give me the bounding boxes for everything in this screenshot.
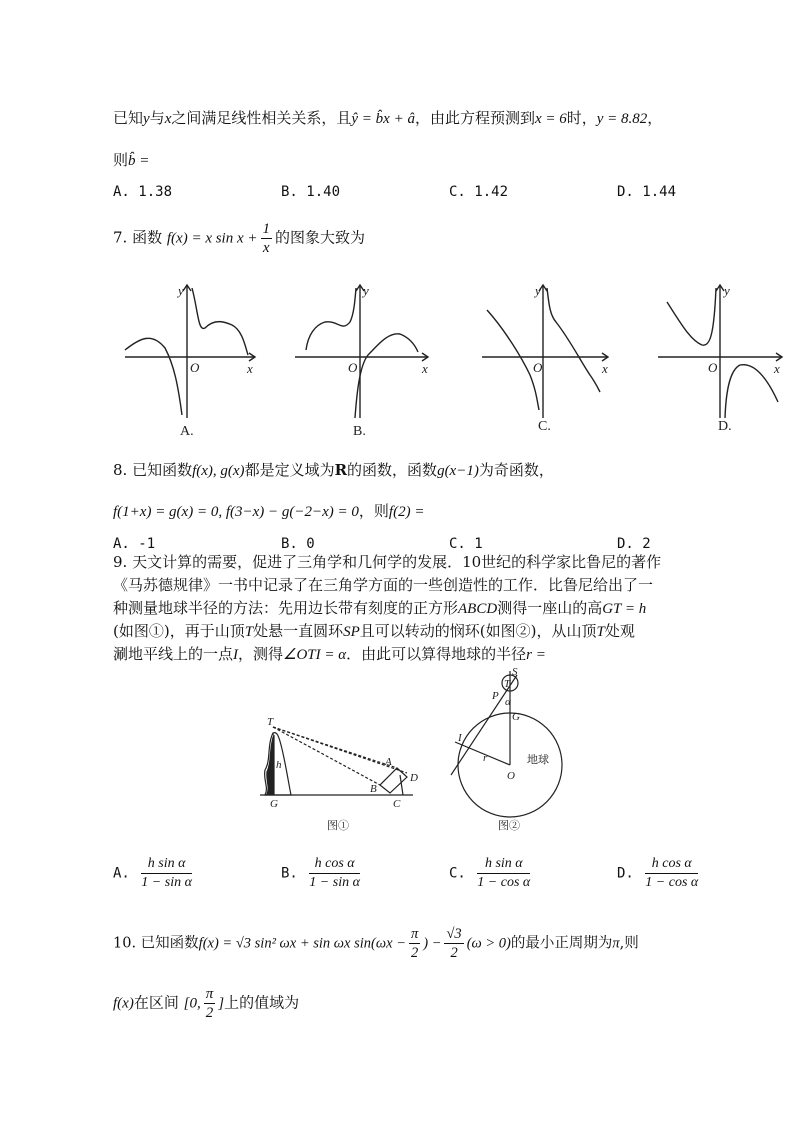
graph-a-label: A. — [180, 424, 194, 439]
q10-root3-num: √3 — [446, 926, 462, 942]
q10-prefix: 10. 已知函数 — [113, 935, 199, 952]
q6-text: 之间满足线性相关关系，且 — [171, 109, 352, 127]
q10-pi-den: 2 — [410, 945, 419, 961]
q9-point-t: T — [244, 624, 254, 640]
fig2-label-i: I — [458, 732, 462, 744]
q9-option-a-den: 1 − sin α — [141, 875, 192, 890]
q8-prefix: 8. 已知函数 — [113, 461, 193, 479]
q8-ask: f(2) = — [388, 504, 425, 520]
q9-option-b-label: B. — [281, 865, 298, 882]
graph-a — [125, 285, 255, 418]
q9-text: 测得一座山的高 — [497, 599, 603, 617]
q10-interval-right: ] — [218, 995, 225, 1012]
fig2-label-g: G — [512, 711, 520, 723]
q9-text: 处观 — [604, 622, 635, 640]
q10-fx: f(x) — [113, 995, 134, 1012]
q7-frac-den: x — [262, 240, 270, 256]
q9-option-b-den: 1 − sin α — [309, 875, 360, 890]
q8-line2 — [113, 501, 424, 522]
graph-a-x-label: x — [247, 361, 253, 376]
q8-text: 都是定义域为 — [244, 461, 335, 479]
q10-pi: π — [612, 935, 620, 952]
q8-option-c: C. 1 — [449, 536, 483, 552]
q9-angle: ∠OTI = α — [283, 647, 347, 663]
q6-line1 — [113, 108, 662, 129]
q6-text: 已知 — [113, 109, 144, 127]
q10-suffix: 的最小正周期为 — [510, 935, 613, 952]
q9-text: ，测得 — [238, 645, 284, 663]
q7-stem — [113, 220, 365, 257]
fig2-label-p: P — [492, 690, 499, 702]
q7-func: f(x) = x sin x + — [166, 230, 258, 247]
q6-text: 则 — [113, 151, 129, 169]
q7-frac-num: 1 — [262, 221, 271, 237]
q9-height: GT = h — [602, 601, 647, 617]
q9-option-a — [113, 855, 195, 892]
q9-ring: SP — [343, 624, 360, 640]
q9-option-d-num: h cos α — [645, 855, 698, 874]
q10-root3-den: 2 — [450, 945, 458, 961]
q9-option-d-den: 1 − cos α — [645, 875, 699, 890]
q8-funcs: f(x), g(x) — [192, 463, 245, 479]
q10-line1 — [113, 925, 639, 962]
q6-text: ，由此方程预测到 — [414, 109, 535, 127]
graph-d-label: D. — [718, 419, 732, 434]
graph-d-origin: O — [708, 360, 718, 375]
fig1-label-c: C — [393, 798, 401, 810]
q8-text: ，则 — [358, 502, 389, 520]
graph-d-x-label: x — [774, 361, 780, 376]
graph-c-label: C. — [538, 419, 551, 434]
q9-point-t: T — [596, 624, 605, 640]
graph-c-origin: O — [533, 360, 543, 375]
q8-text: 为奇函数， — [478, 461, 554, 479]
q10-text: 在区间 — [133, 993, 179, 1012]
q6-line2 — [113, 150, 149, 171]
fig1-caption: 图① — [327, 820, 349, 832]
fig2-label-s: S — [512, 666, 518, 678]
q10-text: 上的值域为 — [224, 993, 300, 1012]
q10-paren: (ωx − — [371, 935, 406, 952]
q8-option-a: A. -1 — [113, 536, 156, 552]
q6-text: 与 — [149, 109, 165, 127]
q9-text: 且可以转动的悯环(如图②)，从山顶 — [359, 622, 597, 640]
graph-c-x-label: x — [602, 361, 608, 376]
q8-line1 — [113, 460, 554, 481]
q9-option-c-num: h sin α — [477, 855, 530, 874]
q8-text: 的函数，函数 — [347, 461, 438, 479]
q8-reals: R — [334, 461, 348, 479]
q9-line5 — [113, 644, 546, 665]
fig1-label-b: B — [370, 783, 377, 795]
q6-regression-eq: ŷ = b̂x + â — [351, 111, 415, 127]
q10-minus: ) − — [423, 935, 442, 952]
q9-text: 涮地平线上的一点 — [113, 645, 234, 663]
q9-figures — [255, 665, 580, 840]
q7-suffix: 的图象大致为 — [275, 228, 366, 247]
fig1-label-g: G — [270, 798, 278, 810]
q6-var-y: y — [143, 111, 150, 127]
q10-line2 — [113, 985, 299, 1022]
q10-cond: (ω > 0) — [466, 935, 511, 952]
graph-b — [295, 285, 428, 418]
graph-d — [658, 285, 782, 418]
q6-cond2: y = 8.82 — [596, 111, 648, 127]
q8-cond: f(1+x) = g(x) = 0, f(3−x) − g(−2−x) = 0 — [113, 504, 359, 520]
q9-option-c-den: 1 − cos α — [477, 875, 531, 890]
q6-text: ， — [647, 109, 663, 127]
graph-b-x-label: x — [422, 361, 428, 376]
q9-option-a-num: h sin α — [141, 855, 192, 874]
q8-option-b: B. 0 — [281, 536, 315, 552]
q9-point-i: I — [233, 647, 239, 663]
graph-c-y-label: y — [535, 283, 541, 298]
q9-option-d-label: D. — [617, 865, 634, 882]
q10-interval-left: [0, — [183, 995, 201, 1012]
graph-c — [482, 285, 608, 418]
fig2-caption: 图② — [498, 820, 520, 832]
q6-option-d: D. 1.44 — [617, 184, 677, 200]
q9-line1: 9. 天文计算的需要，促进了三角学和几何学的发展．10世纪的科学家比鲁尼的著作 — [113, 553, 662, 571]
q6-text: 时， — [566, 109, 597, 127]
q7-fraction — [261, 220, 273, 257]
q9-line3 — [113, 598, 646, 619]
graph-b-y-label: y — [363, 283, 369, 298]
fig2-label-r: r — [483, 752, 488, 764]
q6-option-a: A. 1.38 — [113, 184, 173, 200]
q10-func: f(x) = √3 sin² ωx + sin ωx sin — [198, 935, 372, 952]
fig1-label-t: T — [267, 716, 274, 728]
fig2-label-earth: 地球 — [527, 754, 549, 766]
q6-option-b: B. 1.40 — [281, 184, 341, 200]
q6-var-x: x — [164, 111, 172, 127]
q9-text: 处悬一直圆环 — [253, 622, 344, 640]
q7-prefix: 7. 函数 — [113, 228, 163, 247]
graph-b-label: B. — [353, 424, 366, 439]
fig1-label-d: D — [410, 772, 418, 784]
q9-line4 — [113, 621, 635, 642]
q6-ask: b̂ = — [128, 153, 150, 169]
q9-option-b-num: h cos α — [309, 855, 360, 874]
graph-a-y-label: y — [178, 283, 184, 298]
graph-d-y-label: y — [724, 283, 730, 298]
q9-ask: r = — [526, 647, 546, 663]
graph-b-origin: O — [348, 360, 358, 375]
q9-option-c-label: C. — [449, 865, 466, 882]
fig1-label-h: h — [276, 759, 282, 771]
q7-graphs — [110, 270, 790, 445]
q9-option-b — [281, 855, 363, 892]
q9-line2: 《马苏德规律》一书中记录了在三角学方面的一些创造性的工作．比鲁尼给出了一 — [113, 576, 654, 594]
q9-text: ．由此可以算得地球的半径 — [346, 645, 527, 663]
q6-cond: x = 6 — [534, 111, 567, 127]
q8-gx: g(x−1) — [437, 463, 479, 479]
figure-2 — [451, 671, 562, 817]
q9-text: (如图①)，再于山顶 — [113, 622, 245, 640]
fig2-label-t: T — [504, 678, 511, 690]
q9-square: ABCD — [458, 601, 498, 617]
q9-option-c — [449, 855, 533, 892]
fig2-label-o: O — [507, 770, 515, 782]
q10-pi-num: π — [410, 926, 419, 942]
q10-interval-num: π — [205, 986, 214, 1002]
graph-a-origin: O — [190, 360, 200, 375]
q10-interval-den: 2 — [205, 1005, 214, 1021]
q9-option-d — [617, 855, 701, 892]
fig2-label-alpha: α — [505, 696, 511, 708]
q9-option-a-label: A. — [113, 865, 130, 882]
q9-text: 种测量地球半径的方法：先用边长带有刻度的正方形 — [113, 599, 459, 617]
q8-option-d: D. 2 — [617, 536, 651, 552]
q10-end: ,则 — [619, 935, 639, 952]
q6-option-c: C. 1.42 — [449, 184, 509, 200]
fig1-label-a: A — [385, 756, 392, 768]
